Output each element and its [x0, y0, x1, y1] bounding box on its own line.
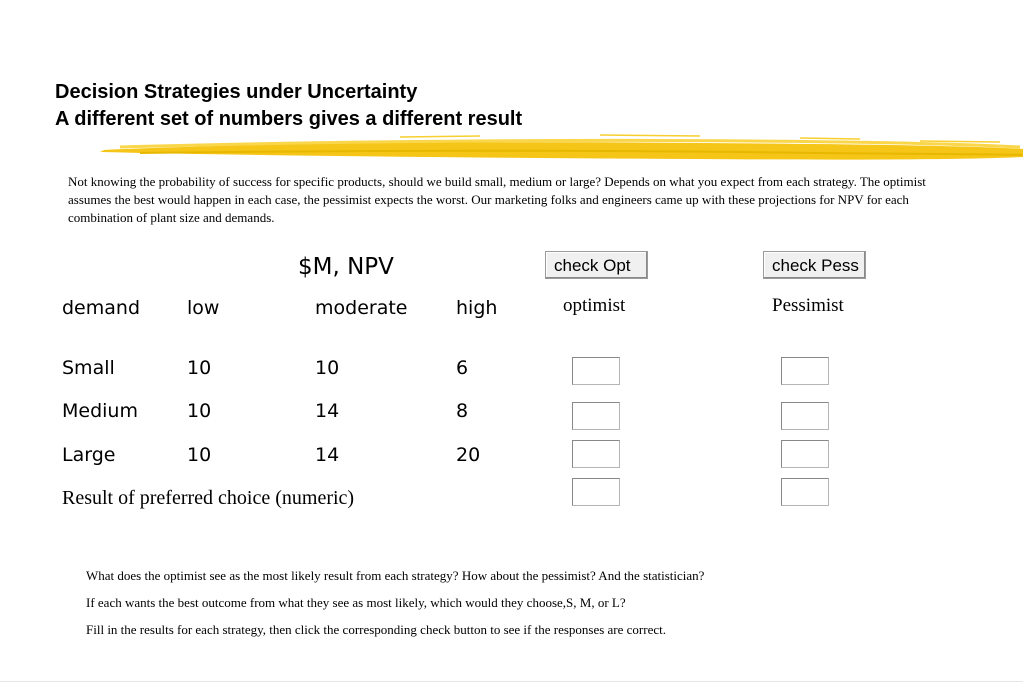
note-choice: If each wants the best outcome from what they see as most likely, which would they choose,S, M, or L?	[86, 595, 626, 610]
check-pessimist-button[interactable]: check Pess	[763, 251, 866, 279]
intro-text: Not knowing the probability of success for specific products, should we build small, medium or large? Depends on what you expect from each strategy. The optimist assumes the best would happen in each case, the pessimist expects the worst. Our marketing folks and engineers came up with these projections for NPV for each combination of plant size and demands.	[68, 174, 926, 225]
pessimist-result-input[interactable]	[781, 478, 829, 506]
optimist-result-input[interactable]	[572, 478, 620, 506]
page-title: Decision Strategies under Uncertainty	[55, 81, 418, 103]
pessimist-medium-input[interactable]	[781, 402, 829, 430]
row-label-large: Large	[62, 444, 116, 466]
note-instructions: Fill in the results for each strategy, then click the corresponding check button to see if the responses are correct.	[86, 622, 666, 637]
pessimist-large-input[interactable]	[781, 440, 829, 468]
row-label-small: Small	[62, 357, 115, 379]
column-header-demand: demand	[62, 297, 141, 319]
optimist-medium-input[interactable]	[572, 402, 620, 430]
column-header-high: high	[456, 297, 498, 319]
optimist-small-input[interactable]	[572, 357, 620, 385]
column-header-low: low	[187, 297, 220, 319]
cell-medium-high: 8	[456, 400, 469, 422]
cell-large-moderate: 14	[315, 444, 340, 466]
highlighter-stroke	[100, 133, 1023, 163]
optimist-column-label: optimist	[563, 295, 626, 316]
result-row-label: Result of preferred choice (numeric)	[62, 487, 355, 509]
check-optimist-button[interactable]: check Opt	[545, 251, 648, 279]
pessimist-column-label: Pessimist	[772, 295, 844, 316]
note-question: What does the optimist see as the most likely result from each strategy? How about the pessimist? And the statistician?	[86, 568, 705, 583]
row-label-medium: Medium	[62, 400, 138, 422]
unit-label: $M, NPV	[298, 254, 394, 280]
column-header-moderate: moderate	[315, 297, 408, 319]
cell-small-high: 6	[456, 357, 469, 379]
cell-medium-low: 10	[187, 400, 212, 422]
cell-medium-moderate: 14	[315, 400, 340, 422]
cell-small-moderate: 10	[315, 357, 340, 379]
page-subtitle: A different set of numbers gives a different result	[55, 108, 523, 130]
cell-small-low: 10	[187, 357, 212, 379]
cell-large-high: 20	[456, 444, 481, 466]
optimist-large-input[interactable]	[572, 440, 620, 468]
pessimist-small-input[interactable]	[781, 357, 829, 385]
cell-large-low: 10	[187, 444, 212, 466]
